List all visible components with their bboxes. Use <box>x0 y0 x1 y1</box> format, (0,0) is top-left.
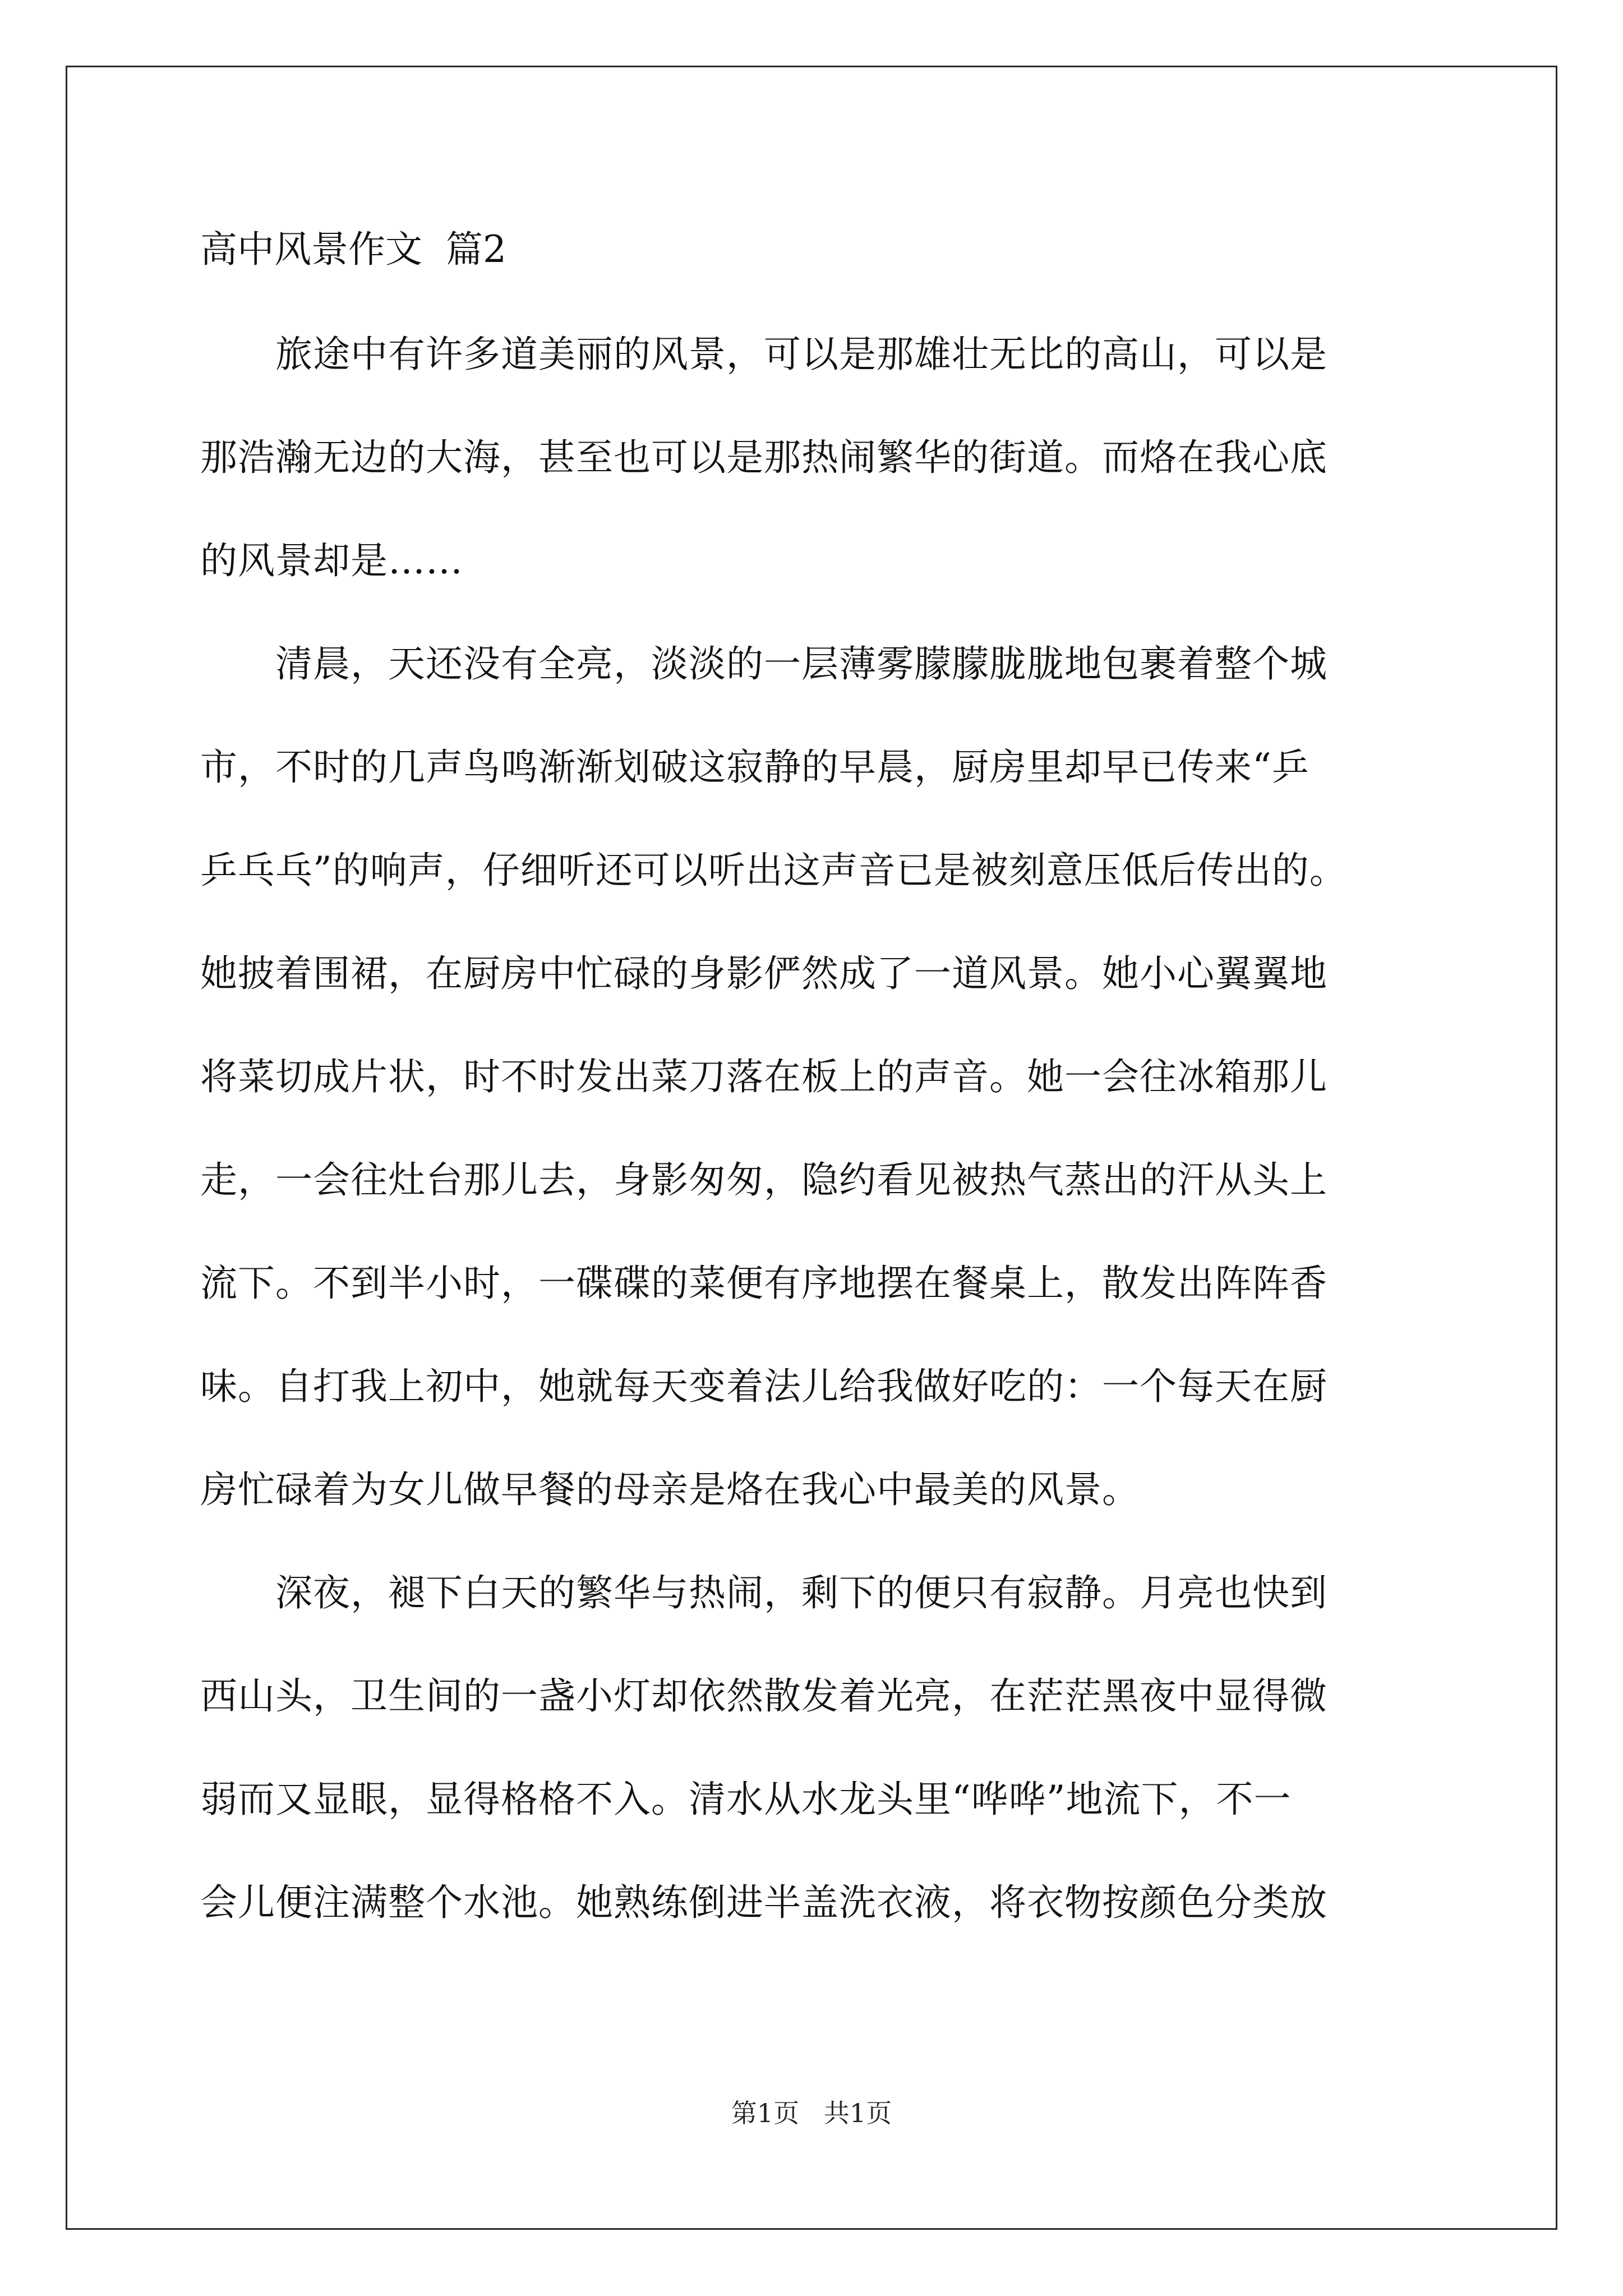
text-line: 清晨，天还没有全亮，淡淡的一层薄雾朦朦胧胧地包裹着整个城 <box>200 642 1327 685</box>
text-line: 弱而又显眼，显得格格不入。清水从水龙头里“哗哗”地流下，不一 <box>200 1778 1292 1821</box>
text-line: 味。自打我上初中，她就每天变着法儿给我做好吃的：一个每天在厨 <box>200 1365 1327 1408</box>
text-line: 的风景却是…… <box>200 539 463 582</box>
paragraph-2 <box>200 613 1434 1542</box>
text-line: 旅途中有许多道美丽的风景，可以是那雄壮无比的高山，可以是 <box>200 333 1327 376</box>
paragraph-1 <box>200 303 1434 613</box>
page-footer: 第1页 共1页 <box>731 2098 892 2128</box>
text-line: 将菜切成片状，时不时发出菜刀落在板上的声音。她一会往冰箱那儿 <box>200 1055 1327 1098</box>
text-line: 走，一会往灶台那儿去，身影匆匆，隐约看见被热气蒸出的汗从头上 <box>200 1158 1327 1202</box>
text-line: 市，不时的几声鸟鸣渐渐划破这寂静的早晨，厨房里却早已传来“乒 <box>200 746 1310 789</box>
document-body <box>200 213 1434 1954</box>
title-spacer <box>200 286 1434 303</box>
text-line: 深夜，褪下白天的繁华与热闹，剩下的便只有寂静。月亮也快到 <box>200 1571 1327 1614</box>
text-line: 西山头，卫生间的一盏小灯却依然散发着光亮，在茫茫黑夜中显得微 <box>200 1674 1327 1718</box>
document-title: 高中风景作文 篇2 <box>200 228 506 271</box>
text-line: 会儿便注满整个水池。她熟练倒进半盖洗衣液，将衣物按颜色分类放 <box>200 1881 1327 1924</box>
paragraph-3 <box>200 1542 1434 1954</box>
text-line: 乒乓乓”的响声，仔细听还可以听出这声音已是被刻意压低后传出的。 <box>200 849 1347 892</box>
text-line: 房忙碌着为女儿做早餐的母亲是烙在我心中最美的风景。 <box>200 1468 1140 1511</box>
text-line: 流下。不到半小时，一碟碟的菜便有序地摆在餐桌上，散发出阵阵香 <box>200 1262 1327 1305</box>
text-line: 那浩瀚无边的大海，甚至也可以是那热闹繁华的街道。而烙在我心底 <box>200 436 1327 479</box>
text-line: 她披着围裙，在厨房中忙碌的身影俨然成了一道风景。她小心翼翼地 <box>200 952 1327 995</box>
